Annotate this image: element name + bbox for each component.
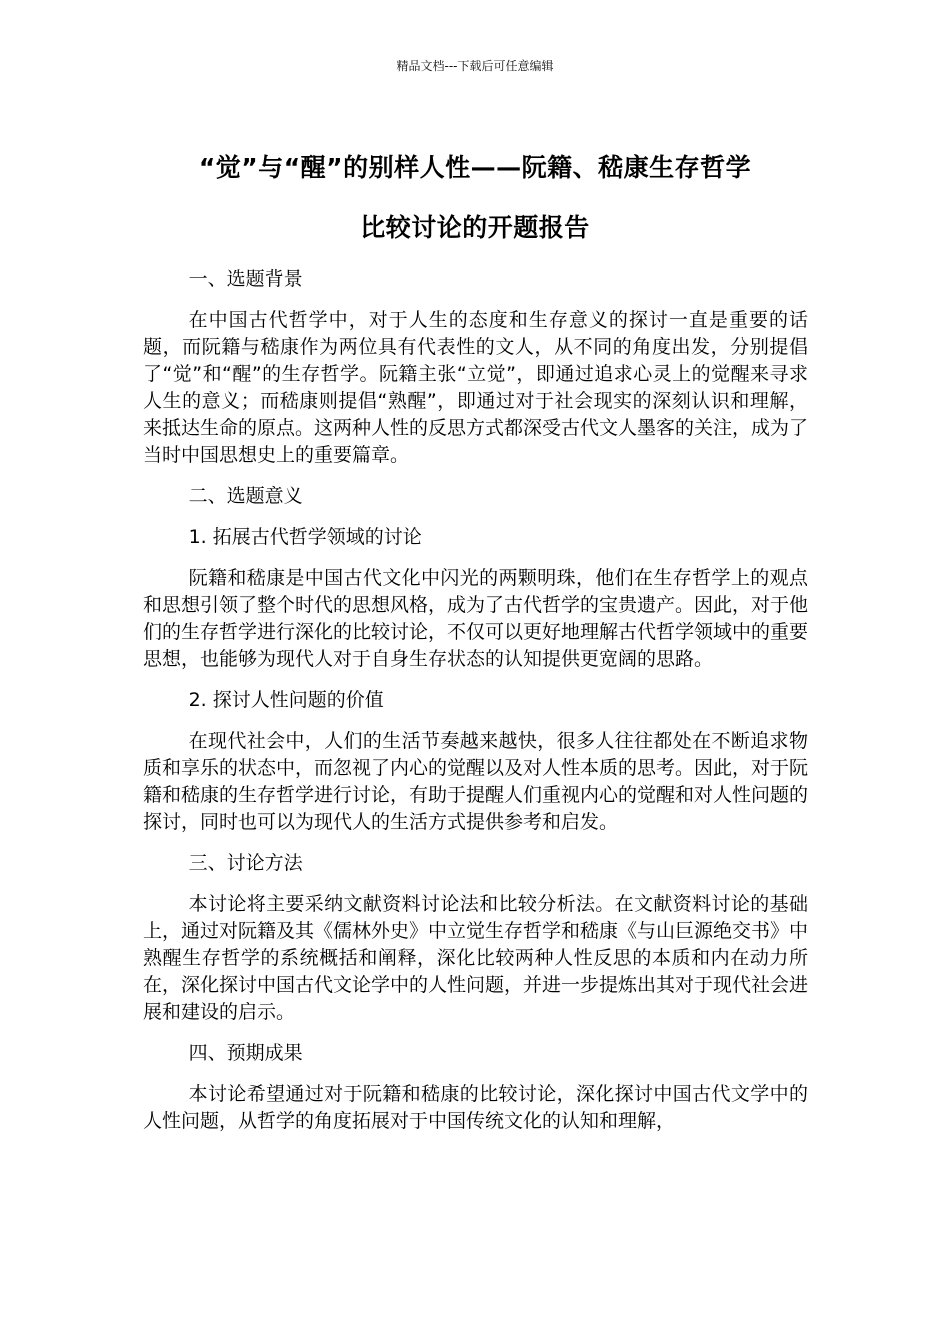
section-heading-background: 一、选题背景 (188, 268, 303, 290)
section-heading-significance: 二、选题意义 (188, 485, 303, 507)
header-note: 精品文档---下载后可任意编辑 (396, 59, 554, 73)
paragraph-philosophy: 阮籍和嵇康是中国古代文化中闪光的两颗明珠，他们在生存哲学上的观点和思想引领了整个时代的思想风格，成为了古代哲学的宝贵遗产。因此，对于他们的生存哲学进行深化的比较讨论，不仅可以更好地理解古代哲学领域中的重要思想，也能够为现代人对于自身生存状态的认知提供更宽阔的思路。 (143, 567, 809, 670)
subheading-human-nature: 2. 探讨人性问题的价值 (188, 689, 384, 711)
section-heading-outcomes: 四、预期成果 (188, 1042, 303, 1064)
paragraph-method: 本讨论将主要采纳文献资料讨论法和比较分析法。在文献资料讨论的基础上，通过对阮籍及其《儒林外史》中立觉生存哲学和嵇康《与山巨源绝交书》中熟醒生存哲学的系统概括和阐释，深化比较两种人性反思的本质和内在动力所在，深化探讨中国古代文论学中的人性问题，并进一步提炼出其对于现代社会进展和建设的启示。 (143, 893, 809, 1023)
title-line-1: “觉”与“醒”的别样人性——阮籍、嵇康生存哲学 (198, 153, 752, 182)
title-line-2: 比较讨论的开题报告 (360, 213, 590, 242)
paragraph-outcomes: 本讨论希望通过对于阮籍和嵇康的比较讨论，深化探讨中国古代文学中的人性问题，从哲学的角度拓展对于中国传统文化的认知和理解， (143, 1083, 808, 1132)
paragraph-background: 在中国古代哲学中，对于人生的态度和生存意义的探讨一直是重要的话题，而阮籍与嵇康作为两位具有代表性的文人，从不同的角度出发，分别提倡了“觉”和“醒”的生存哲学。阮籍主张“立觉”，即通过追求心灵上的觉醒来寻求人生的意义；而嵇康则提倡“熟醒”，即通过对于社会现实的深刻认识和理解，来抵达生命的原点。这两种人性的反思方式都深受古代文人墨客的关注，成为了当时中国思想史上的重要篇章。 (143, 309, 809, 466)
document-body (143, 266, 808, 1149)
document-title (100, 138, 850, 258)
subheading-philosophy: 1. 拓展古代哲学领域的讨论 (188, 526, 422, 548)
section-heading-method: 三、讨论方法 (188, 852, 303, 874)
paragraph-human-nature: 在现代社会中，人们的生活节奏越来越快，很多人往往都处在不断追求物质和享乐的状态中，而忽视了内心的觉醒以及对人性本质的思考。因此，对于阮籍和嵇康的生存哲学进行讨论，有助于提醒人们重视内心的觉醒和对人性问题的探讨，同时也可以为现代人的生活方式提供参考和启发。 (143, 730, 809, 833)
